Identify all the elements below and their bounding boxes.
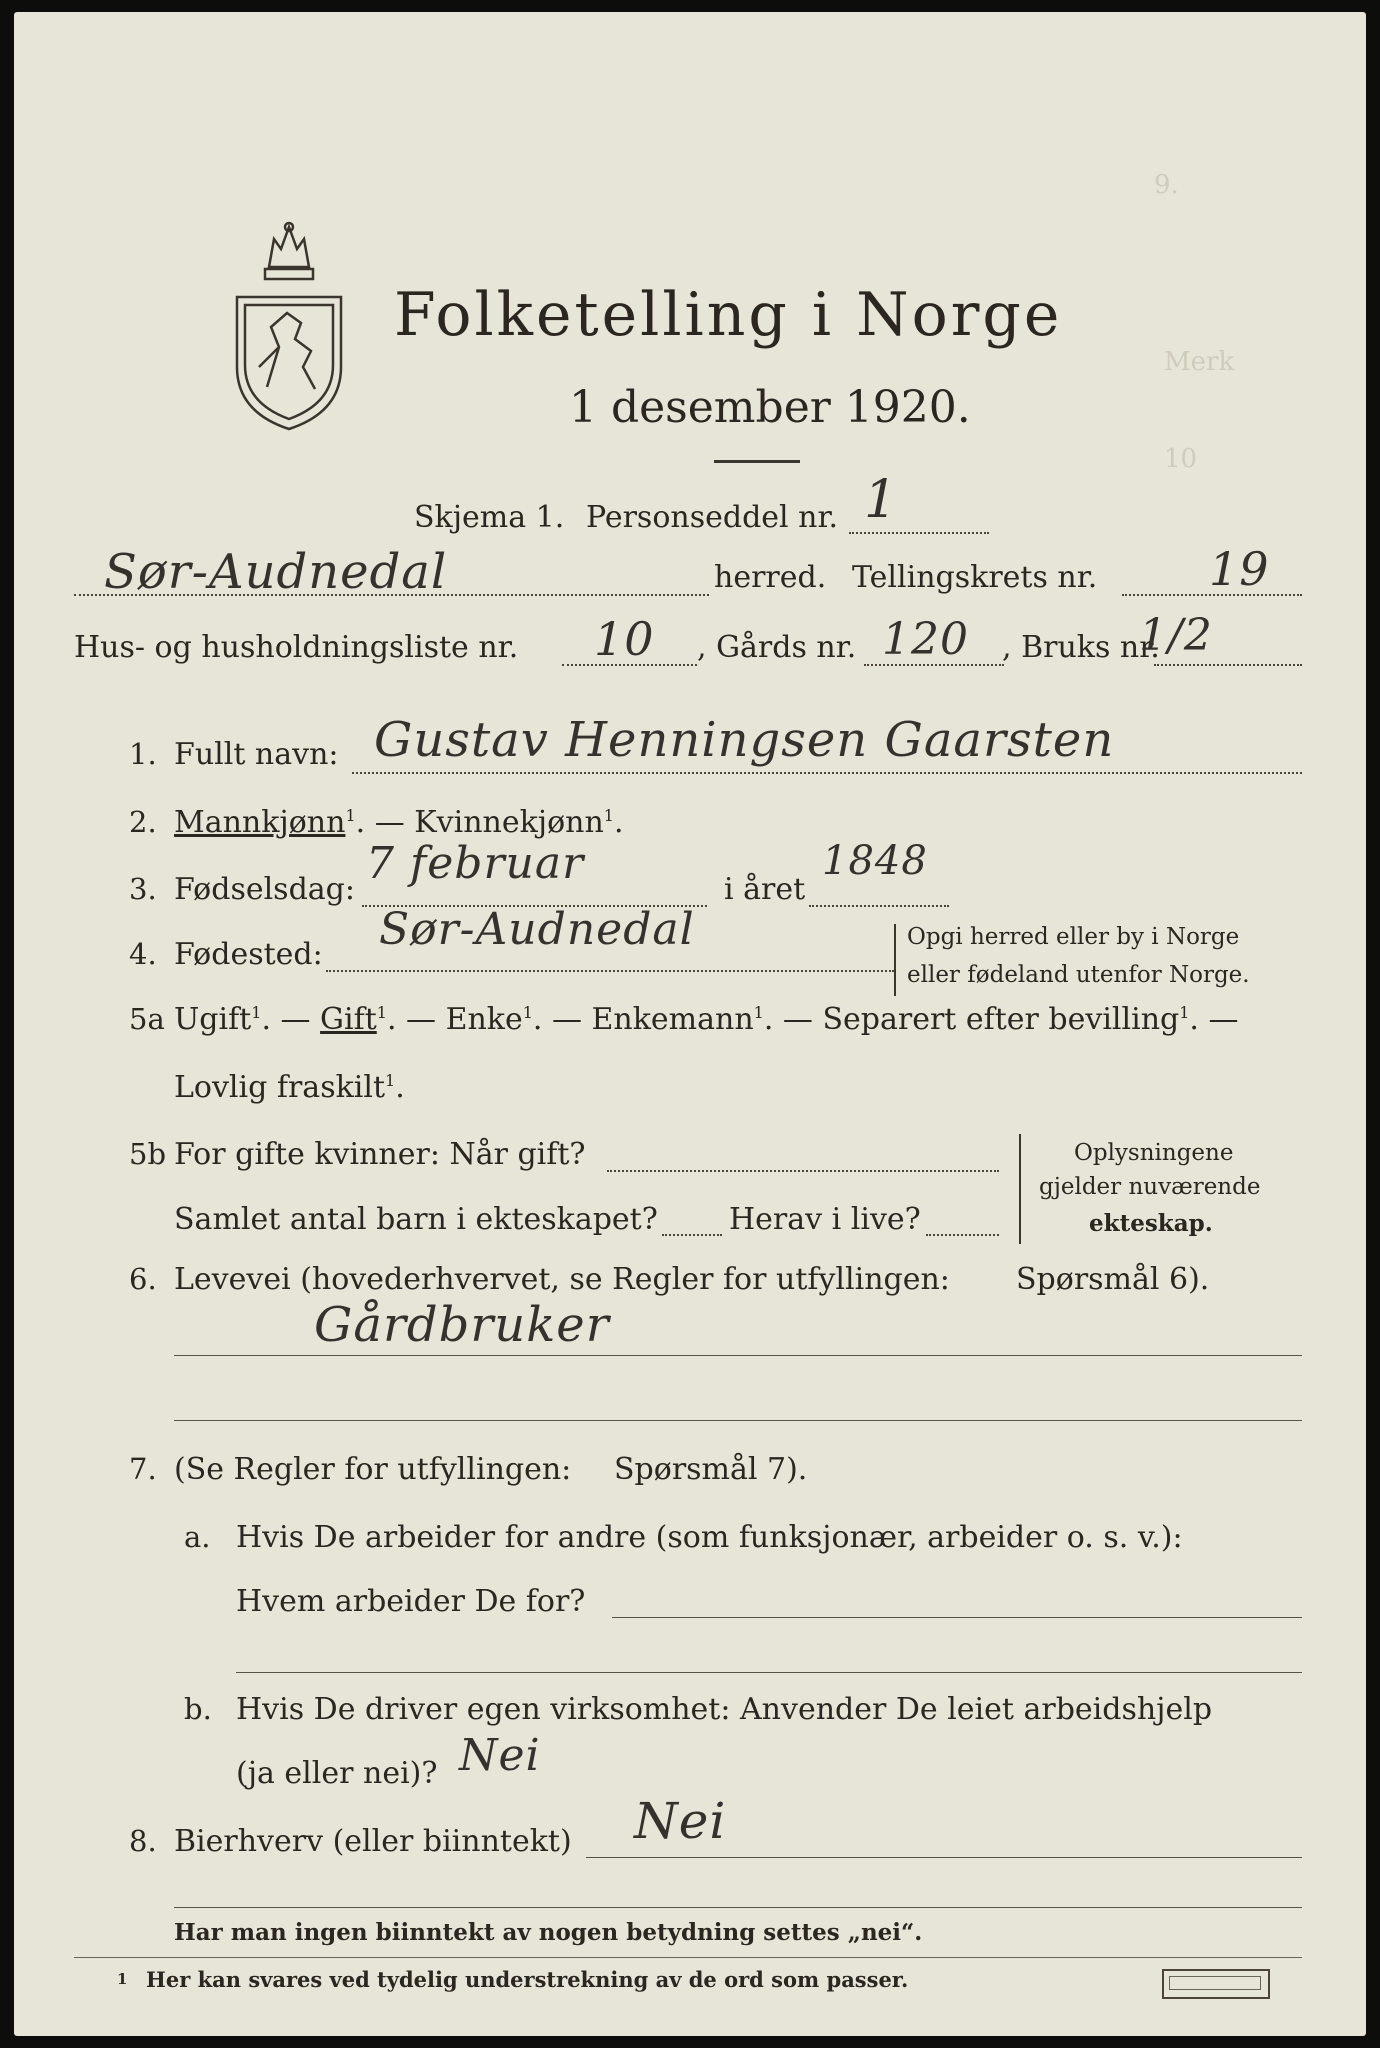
q4-number: 4. [129,937,157,971]
q3-label: Fødselsdag: [174,872,355,907]
q7a-line-2 [236,1672,1302,1673]
q7a-letter: a. [184,1520,211,1554]
q6-ref: Spørsmål 6). [1016,1262,1210,1297]
q7b-yn-label: (ja eller nei)? [236,1756,438,1791]
bruks-value[interactable]: 1/2 [1139,610,1213,661]
tellingskrets-value[interactable]: 19 [1209,542,1270,596]
q7-label: (Se Regler for utfyllingen: [174,1452,572,1487]
bleed-through-text: 10 [1164,444,1198,474]
census-date: 1 desember 1920. [569,382,971,433]
herred-value[interactable]: Sør-Audnedal [104,544,448,600]
q1-line [352,772,1302,774]
occupation-value[interactable]: Gårdbruker [314,1297,610,1353]
footnote-text: Her kan svares ved tydelig understrekning av de ord som passer. [146,1967,909,1992]
q5b-note-2: gjelder nuværende [1039,1174,1261,1200]
q5b-live-label: Herav i live? [729,1202,921,1237]
q7b-letter: b. [184,1692,212,1726]
q5b-when-line [607,1170,999,1172]
q1-label: Fullt navn: [174,737,339,772]
birthplace-value[interactable]: Sør-Audnedal [379,904,695,955]
q5b-note-3: ekteskap. [1089,1210,1213,1237]
q3-number: 3. [129,872,157,906]
q6-number: 6. [129,1262,157,1296]
personseddel-line [849,532,989,534]
q8-line-1 [586,1857,1302,1858]
gards-value[interactable]: 120 [882,614,969,665]
norway-coat-of-arms-icon [229,217,349,437]
personseddel-label: Personseddel nr. [586,500,839,535]
hired-help-value[interactable]: Nei [459,1730,541,1781]
fraskilt-option[interactable]: Lovlig fraskilt [174,1070,386,1105]
bleed-through-text: Merk [1164,347,1235,377]
title-rule [714,460,800,463]
gift-option[interactable]: Gift [320,1002,377,1037]
separert-option[interactable]: Separert efter bevilling [822,1002,1180,1037]
q7-ref: Spørsmål 7). [614,1452,808,1487]
q5b-barn-label: Samlet antal barn i ekteskapet? [174,1202,658,1237]
herred-label: herred. [714,560,827,595]
husholdningsliste-label: Hus- og husholdningsliste nr. [74,630,519,665]
q1-number: 1. [129,737,157,771]
q7-number: 7. [129,1452,157,1486]
birth-year-value[interactable]: 1848 [822,838,928,884]
q4-line [326,970,894,972]
q5a-options: Ugift$^1$. — Gift$^1$. — Enke$^1$. — Enkemann$^1$. — Separert efter bevilling$^1$. — [174,1002,1239,1037]
q5b-note-1: Oplysningene [1074,1140,1234,1166]
footnote-marker: 1 [117,1970,128,1988]
q7a-line-1 [612,1617,1302,1618]
q8-number: 8. [129,1824,157,1858]
q6-label: Levevei (hovederhvervet, se Regler for utfyllingen: [174,1262,950,1297]
bruks-line [1154,664,1302,666]
side-income-value[interactable]: Nei [634,1792,727,1850]
skjema-label: Skjema 1. [414,500,565,535]
printer-stamp [1162,1969,1270,1999]
q3-year-label: i året [724,872,806,907]
q4-bracket [894,924,900,996]
q5b-number: 5b [129,1137,167,1171]
enkemann-option[interactable]: Enkemann [591,1002,754,1037]
census-form [14,12,1366,2036]
footer-rule [74,1957,1302,1958]
footer-note: Har man ingen biinntekt av nogen betydning settes „nei“. [174,1919,923,1946]
male-option[interactable]: Mannkjønn [174,805,346,840]
q5a-number: 5a [129,1002,165,1036]
q4-note-1: Opgi herred eller by i Norge [907,924,1240,950]
ugift-option[interactable]: Ugift [174,1002,252,1037]
q5b-label: For gifte kvinner: Når gift? [174,1137,586,1172]
q5b-live-line [926,1234,999,1236]
q3-year-line [809,905,949,907]
q5b-bracket [1019,1134,1029,1244]
q8-line-2 [174,1907,1302,1908]
q6-line-2 [174,1420,1302,1421]
q5a-options-cont: Lovlig fraskilt$^1$. [174,1070,405,1105]
birthdate-value[interactable]: 7 februar [366,838,585,889]
q7a-who-label: Hvem arbeider De for? [236,1584,586,1619]
personseddel-value[interactable]: 1 [864,470,899,530]
husholdningsliste-value[interactable]: 10 [594,612,655,666]
q7a-text: Hvis De arbeider for andre (som funksjonær, arbeider o. s. v.): [236,1520,1183,1555]
q8-label: Bierhverv (eller biinntekt) [174,1824,572,1859]
bruks-label: , Bruks nr. [1002,630,1160,665]
full-name-value[interactable]: Gustav Henningsen Gaarsten [374,712,1115,768]
gards-label: , Gårds nr. [697,630,857,665]
form-title: Folketelling i Norge [394,280,1063,350]
female-option[interactable]: Kvinnekjønn [414,805,604,840]
q5b-barn-line [662,1234,722,1236]
enke-option[interactable]: Enke [445,1002,523,1037]
q4-label: Fødested: [174,937,323,972]
q7b-text: Hvis De driver egen virksomhet: Anvender De leiet arbeidshjelp [236,1692,1213,1727]
q4-note-2: eller fødeland utenfor Norge. [907,962,1250,988]
q6-line-1 [174,1355,1302,1356]
tellingskrets-label: Tellingskrets nr. [852,560,1098,595]
q2-options: Mannkjønn$^1$. — Kvinnekjønn$^1$. [174,805,624,840]
bleed-through-text: 9. [1154,170,1179,200]
q2-number: 2. [129,805,157,839]
